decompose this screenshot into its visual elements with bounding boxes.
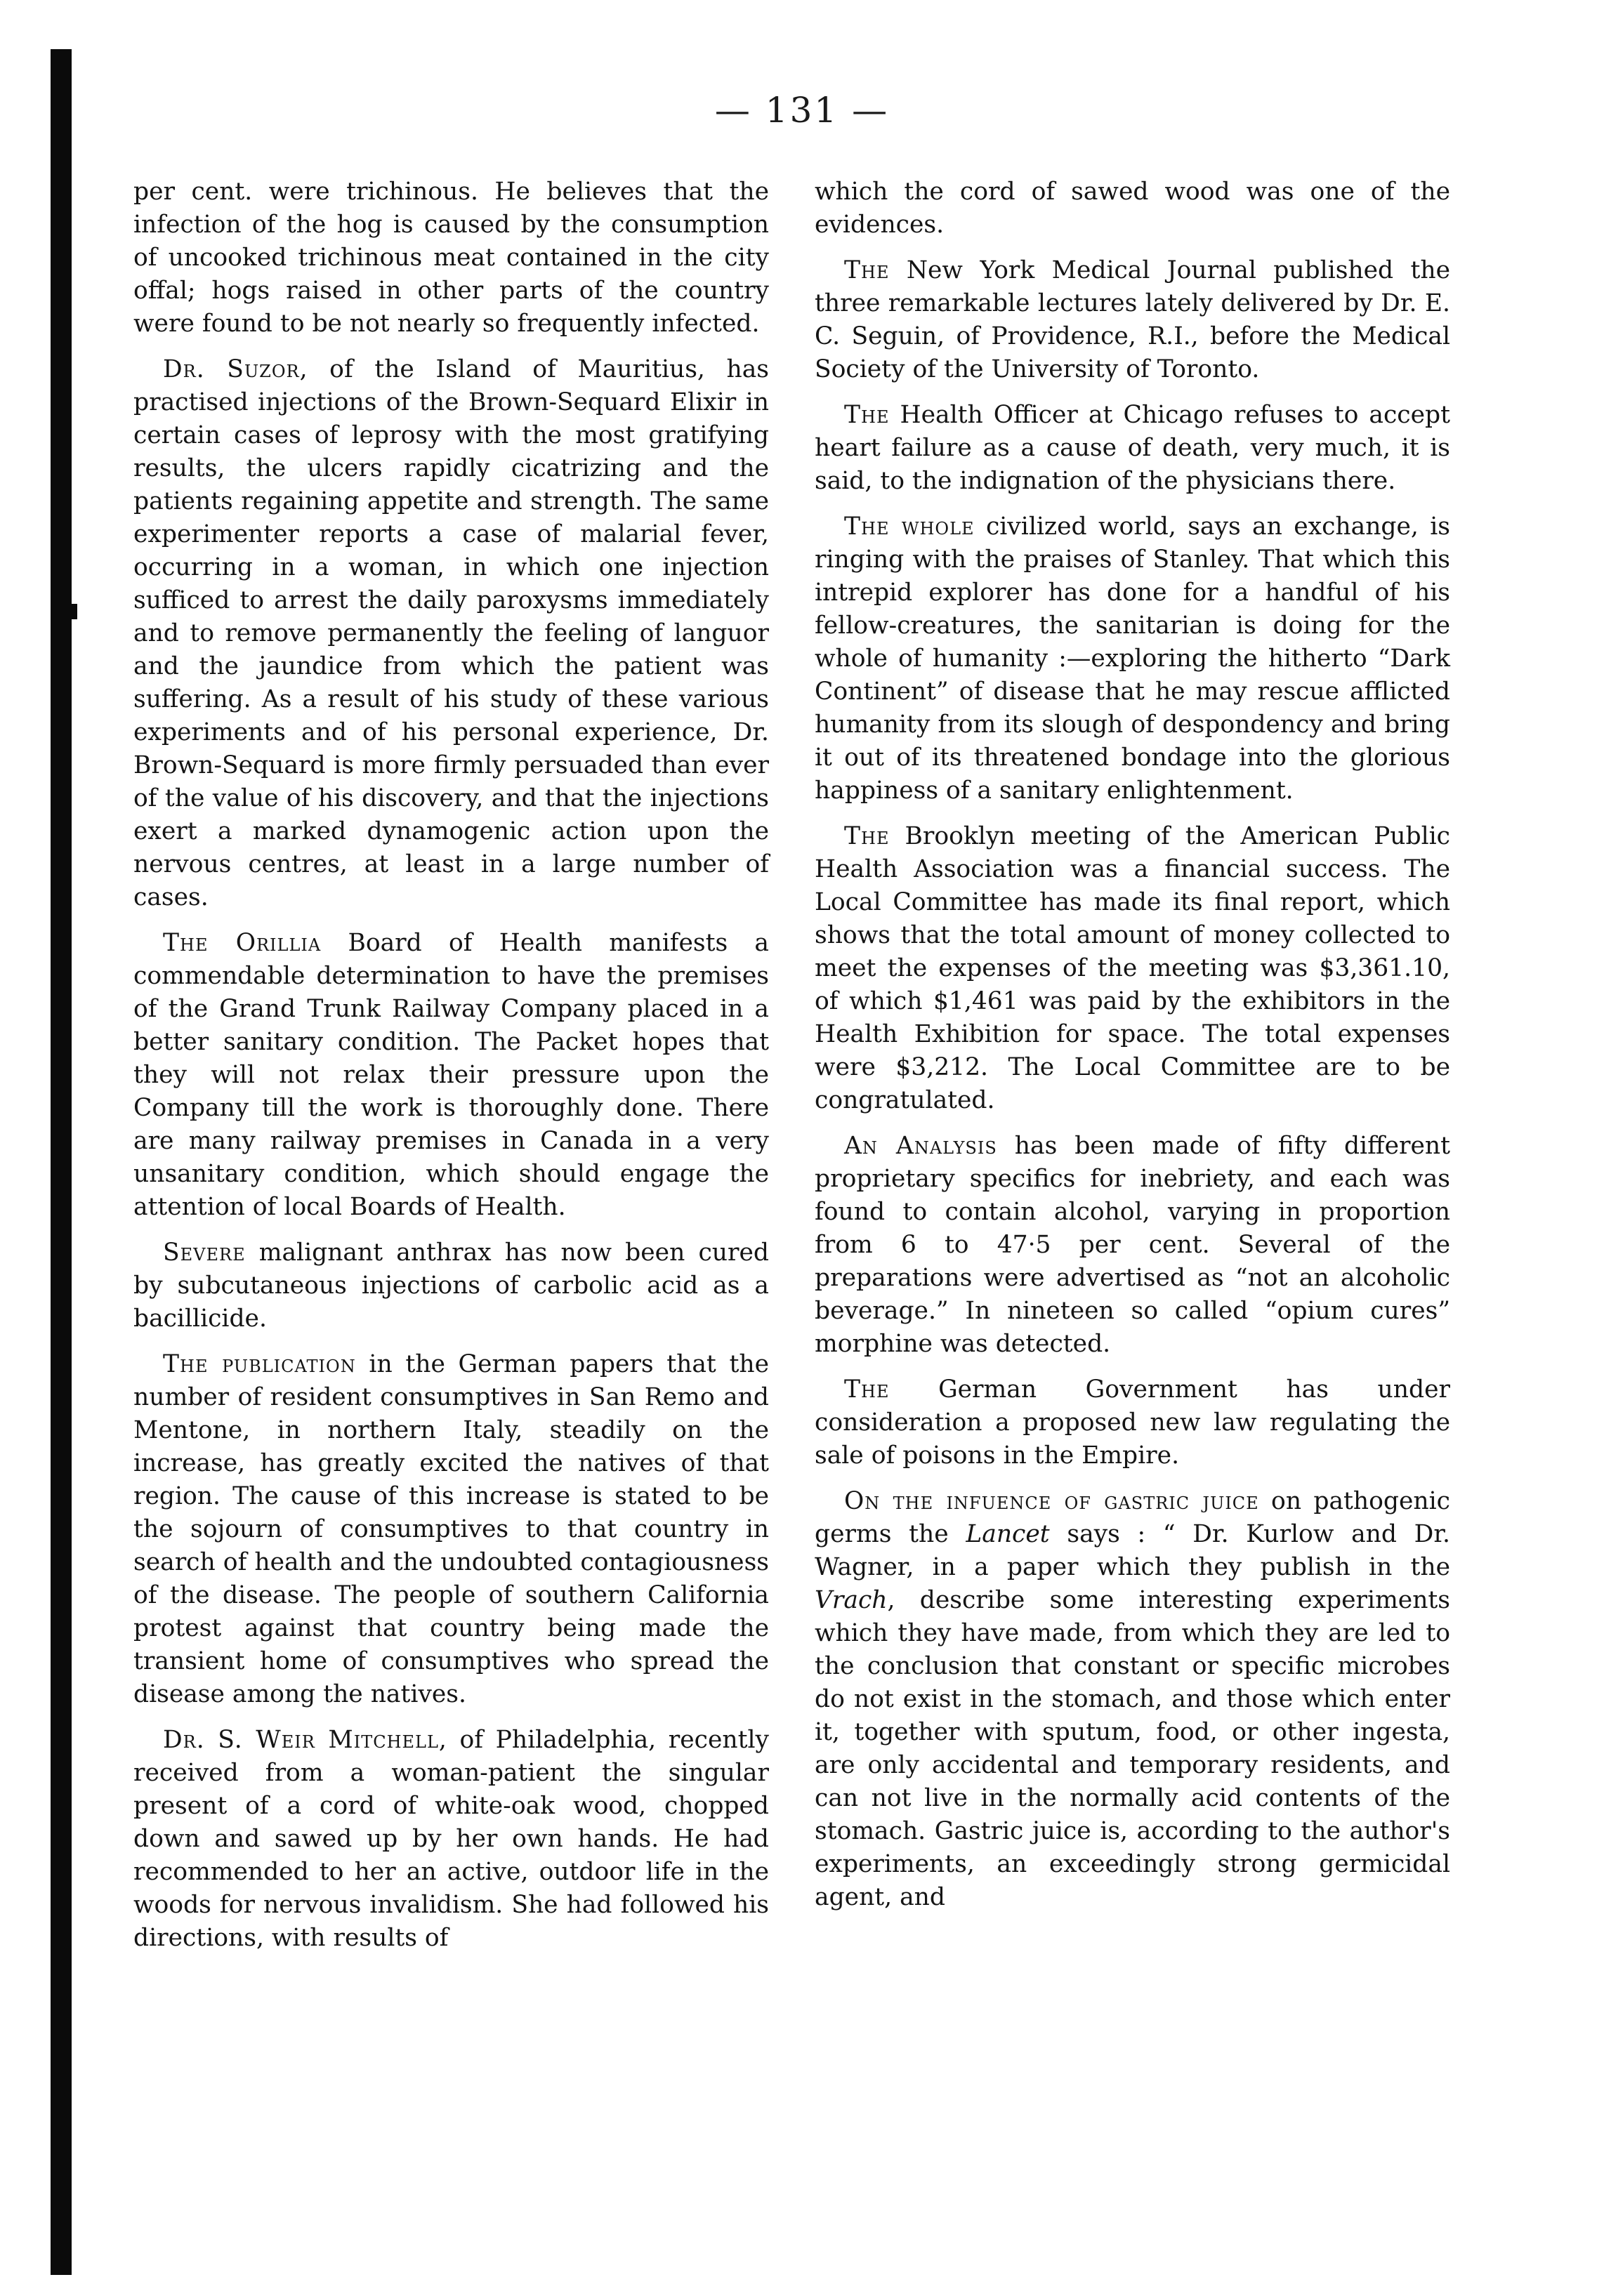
paragraph-lead: The whole [844,513,975,541]
paragraph-trichinous-hogs [133,176,769,341]
paragraph-inebriety-analysis [815,1130,1450,1361]
paragraph-orillia-board [133,927,769,1224]
paragraph-text: on pathogenic germs the [815,1487,1450,1548]
paragraph-gastric-juice [815,1485,1450,1914]
page-binding-edge [51,49,72,2275]
page-binding-notch [67,604,77,619]
paragraph-lead: Severe [163,1239,246,1267]
paragraph-text: has been made of fifty different proprietary specifics for inebriety, and each was found to contain alcohol, varying in proportion from 6 to 47·5 per cent. Several of the preparations were advertised as “not an alcoholic beverage.” In nineteen so called “opium cures” morphine was detected. [815,1132,1450,1358]
paragraph-lead: The Orillia [163,929,322,957]
paragraph-text: Board of Health manifests a commendable determination to have the premises of the Grand Trunk Railway Company placed in a better sanitary condition. The Packet hopes that they will not relax their pressure upon the Company till the work is thoroughly done. There are many railway premises in Canada in a very unsanitary condition, which should engage the attention of local Boards of Health. [133,929,769,1221]
paragraph-weir-mitchell [133,1724,769,1955]
paragraph-text: which the cord of sawed wood was one of the evidences. [815,178,1450,239]
paragraph-lead: Dr. Suzor, [163,355,308,383]
paragraph-san-remo-consumptives [133,1348,769,1711]
paragraph-text: , describe some interesting experiments which they have made, from which they are led to the conclusion that constant or specific microbes do not exist in the stomach, and those which enter it, together with sputum, food, or other ingesta, are only accidental and temporary residents, and can not live in the normally acid contents of the stomach. Gastric juice is, according to the author's experiments, an exceedingly strong germicidal agent, and [815,1586,1450,1911]
left-column [133,176,769,1967]
journal-title-vrach: Vrach [815,1586,888,1614]
paragraph-seguin-lectures [815,254,1450,386]
paragraph-stanley-sanitarian [815,510,1450,807]
paragraph-lead: The [844,822,890,850]
paragraph-lead: An Analysis [844,1132,997,1160]
paragraph-text: Health Officer at Chicago refuses to accept heart failure as a cause of death, very much, it is said, to the indignation of the physicians there. [815,401,1450,495]
paragraph-text: of the Island of Mauritius, has practised injections of the Brown-Sequard Elixir in certain cases of leprosy with the most gratifying results, the ulcers rapidly cicatrizing and the patients regaining appetite and strength. The same experimenter reports a case of malarial fever, occurring in a woman, in which one injection sufficed to arrest the daily paroxysms immediately and to remove permanently the feeling of languor and the jaundice from which the patient was suffering. As a result of his study of these various experiments and of his personal experience, Dr. Brown-Sequard is more firmly persuaded than ever of the value of his discovery, and that the injections exert a marked dynamogenic action upon the nervous centres, at least in a large number of cases. [133,355,769,911]
paragraph-text: civilized world, says an exchange, is ringing with the praises of Stanley. That which this intrepid explorer has done for a handful of his fellow-creatures, the sanitarian is doing for the whole of humanity :—exploring the hitherto “Dark Continent” of disease that he may rescue afflicted humanity from its slough of despondency and bring it out of its threatened bondage into the glorious happiness of a sanitary enlightenment. [815,513,1450,805]
paragraph-lead: On the infuence of gastric juice [844,1487,1259,1515]
paragraph-german-poisons-law [815,1373,1450,1472]
paragraph-text: of Philadelphia, recently received from a woman-patient the singular present of a cord of white-oak wood, chopped down and sawed up by her own hands. He had recommended to her an active, outdoor life in the woods for nervous invalidism. She had followed his directions, with results of [133,1726,769,1952]
journal-title-lancet: Lancet [966,1520,1050,1548]
paragraph-lead: The [844,401,890,429]
paragraph-text: in the German papers that the number of resident consumptives in San Remo and Mentone, in northern Italy, steadily on the increase, has greatly excited the natives of that region. The cause of this increase is stated to be the sojourn of consumptives to that country in search of health and the undoubted contagiousness of the disease. The people of southern California protest against that country being made the transient home of consumptives who spread the disease among the natives. [133,1350,769,1708]
paragraph-text: per cent. were trichinous. He believes that the infection of the hog is caused by the consumption of uncooked trichinous meat contained in the city offal; hogs raised in other parts of the country were found to be not nearly so frequently infected. [133,178,769,338]
page-number: — 131 — [714,90,890,131]
paragraph-text: says : “ Dr. Kurlow and Dr. Wagner, in a paper which they publish in the [815,1520,1450,1581]
paragraph-cord-of-wood [815,176,1450,242]
paragraph-chicago-health-officer [815,399,1450,498]
paragraph-text: Brooklyn meeting of the American Public Health Association was a financial success. The Local Committee has made its final report, which shows that the total amount of money collected to meet the expenses of the meeting was $3,361.10, of which $1,461 was paid by the exhibitors in the Health Exhibition for space. The total expenses were $3,212. The Local Committee are to be congratulated. [815,822,1450,1114]
paragraph-lead: The [844,1375,890,1404]
paragraph-dr-suzor [133,353,769,914]
paragraph-text: New York Medical Journal published the three remarkable lectures lately delivered by Dr. E. C. Seguin, of Providence, R.I., before the Medical Society of the University of Toronto. [815,256,1450,383]
paragraph-lead: Dr. S. Weir Mitchell, [163,1726,447,1754]
paragraph-lead: The publication [163,1350,356,1378]
paragraph-text: German Government has under consideration a proposed new law regulating the sale of poisons in the Empire. [815,1375,1450,1470]
paragraph-anthrax [133,1236,769,1335]
right-column [815,176,1450,1927]
paragraph-text: malignant anthrax has now been cured by subcutaneous injections of carbolic acid as a bacillicide. [133,1239,769,1333]
paragraph-brooklyn-meeting [815,820,1450,1117]
paragraph-lead: The [844,256,890,284]
